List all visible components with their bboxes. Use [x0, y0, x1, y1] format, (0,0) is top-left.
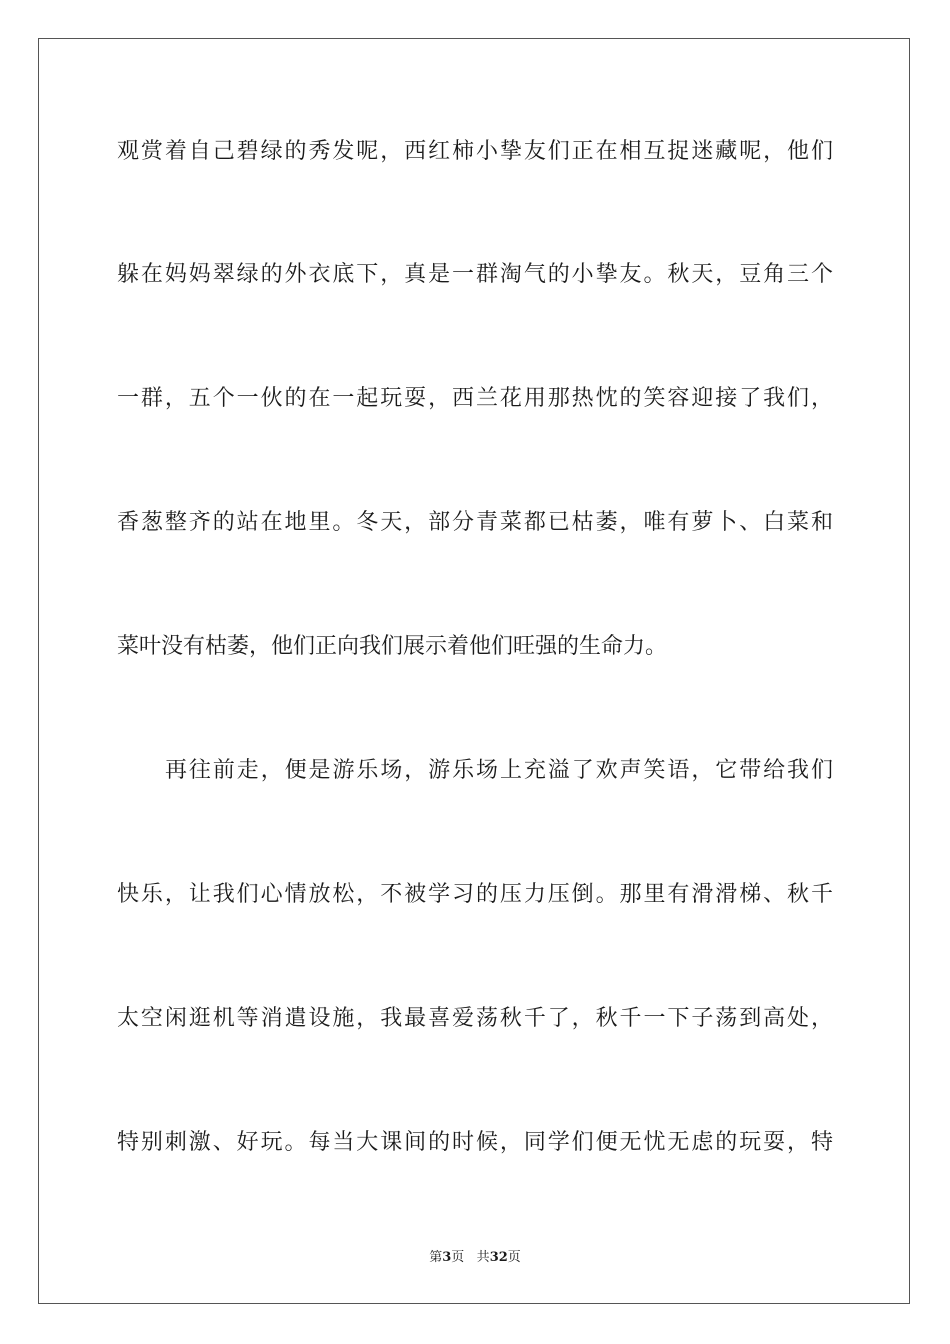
text-line-3: 一群，五个一伙的在一起玩耍，西兰花用那热忱的笑容迎接了我们，: [117, 386, 833, 411]
total-pages: 32: [489, 1250, 508, 1265]
page-suffix: 页: [451, 1250, 465, 1265]
page-border: [38, 38, 910, 1304]
page-footer: [0, 1246, 950, 1265]
total-prefix: 共: [476, 1250, 490, 1265]
text-line-6: 再往前走，便是游乐场，游乐场上充溢了欢声笑语，它带给我们: [165, 758, 833, 783]
total-suffix: 页: [507, 1250, 521, 1265]
text-line-1: 观赏着自己碧绿的秀发呢，西红柿小挚友们正在相互捉迷藏呢，他们: [117, 139, 833, 164]
page-prefix: 第: [429, 1250, 443, 1265]
text-line-5: 菜叶没有枯萎，他们正向我们展示着他们旺强的生命力。: [117, 634, 668, 659]
text-line-7: 快乐，让我们心情放松，不被学习的压力压倒。那里有滑滑梯、秋千: [117, 882, 833, 907]
text-line-4: 香葱整齐的站在地里。冬天，部分青菜都已枯萎，唯有萝卜、白菜和: [117, 510, 833, 535]
text-line-2: 躲在妈妈翠绿的外衣底下，真是一群淘气的小挚友。秋天，豆角三个: [117, 262, 833, 287]
text-line-8: 太空闲逛机等消遣设施，我最喜爱荡秋千了，秋千一下子荡到高处，: [117, 1006, 833, 1031]
text-line-9: 特别刺激、好玩。每当大课间的时候，同学们便无忧无虑的玩耍，特: [117, 1130, 833, 1155]
page-number: 3: [442, 1250, 452, 1265]
